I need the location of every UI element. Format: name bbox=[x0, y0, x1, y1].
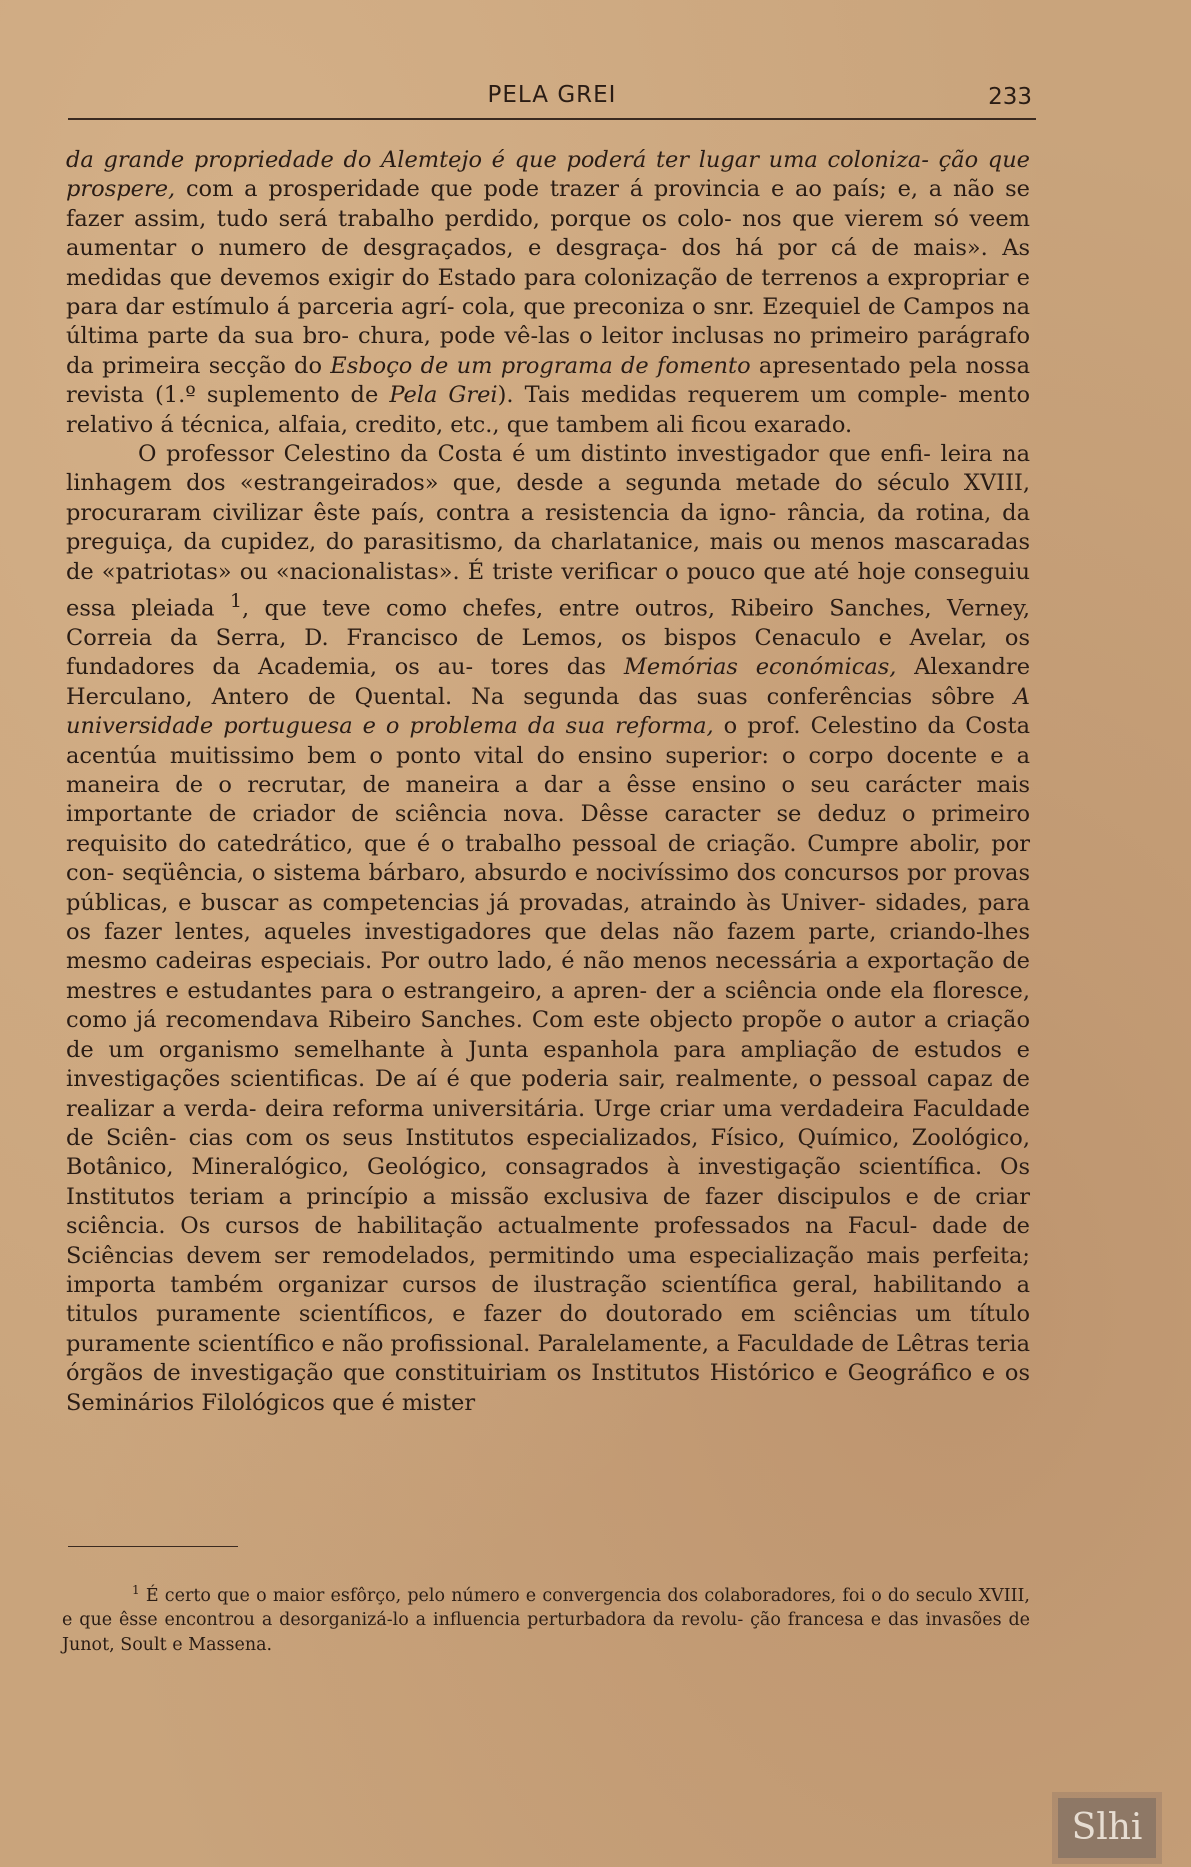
footnote-reference: 1 bbox=[230, 591, 242, 613]
library-logo: Slhi bbox=[1058, 1798, 1156, 1858]
paragraph-text: apresentado pela nossa revista (1.º suplemento de bbox=[66, 352, 1030, 409]
paragraph-text: , que teve como chefes, entre outros, Ribeiro Sanches, Verney, Correia da Serra, D. Francisco de Lemos, os bispos Cenaculo e Avelar, os fundadores da Academia, os au- tores das bbox=[66, 595, 1030, 681]
paragraph-text: com a prosperidade que pode trazer á provincia e ao país; e, a não se fazer assim, tudo será trabalho perdido, porque os colo- nos que vierem só veem aumentar o numero de desgraçados, e desgraça- dos há por cá de mais». As medidas que devemos exigir do Estado para colonização de terrenos a expropriar e para dar estímulo á parceria agrí- cola, que preconiza o snr. Ezequiel de Campos na última parte da sua bro- chura, pode vê-las o leitor inclusas no primeiro parágrafo da primeira secção do bbox=[66, 176, 1030, 379]
paragraph-text: o prof. Celestino da Costa acentúa muitissimo bem o ponto vital do ensino superior: o corpo docente e a maneira de o recrutar, de maneira a dar a êsse ensino o seu carácter mais importante de criador de sciência nova. Dêsse caracter se deduz o primeiro requisito do catedrático, que é o trabalho pessoal de criação. Cumpre abolir, por con- seqüência, o sistema bárbaro, absurdo e nocivíssimo dos concursos por provas públicas, e buscar as competencias já provadas, atraindo às Univer- sidades, para os fazer lentes, aqueles investigadores que delas não fazem parte, criando-lhes mesmo cadeiras especiais. Por outro lado, é não menos necessária a exportação de mestres e estudantes para o estrangeiro, a apren- der a sciência onde ela floresce, como já recomendava Ribeiro Sanches. Com este objecto propõe o autor a criação de um organismo semelhante à Junta espanhola para ampliação de estudos e investigações scientificas. De aí é que poderia sair, realmente, o pessoal capaz de realizar a verda- deira reforma universitária. Urge criar uma verdadeira Faculdade de Sciên- cias com os seus Institutos especializados, Físico, Químico, Zoológico, Botânico, Mineralógico, Geológico, consagrados à investigação scientífica. Os Institutos teriam a princípio a missão exclusiva de fazer discipulos e de criar sciência. Os cursos de habilitação actualmente professados na Facul- dade de Sciências devem ser remodelados, permitindo uma especialização mais perfeita; importa também organizar cursos de ilustração scientífica geral, habilitando a titulos puramente scientíficos, e fazer do doutorado em sciências um título puramente scientífico e não profissional. Paralelamente, a Faculdade de Lêtras teria órgãos de investigação que constituiriam os Institutos Histórico e Geográfico e os Seminários Filológicos que é mister bbox=[66, 713, 1030, 1416]
paragraph-text: ). Tais medidas requerem um comple- mento relativo á técnica, alfaia, credito, etc., que tambem ali ficou exarado. bbox=[66, 382, 1030, 438]
paragraph-1 bbox=[66, 146, 1030, 440]
paragraph-text: O professor Celestino da Costa é um distinto investigador que enfi- leira na linhagem dos «estrangeirados» que, desde a segunda metade do século XVIII, procuraram civilizar êste país, contra a resistencia da igno- rância, da rotina, da preguiça, da cupidez, do parasitismo, da charlatanice, mais ou menos mascaradas de «patriotas» ou «nacionalistas». É triste verificar o pouco que até hoje conseguiu essa pleiada bbox=[66, 441, 1030, 622]
footnote-text: É certo que o maior esfôrço, pelo número e convergencia dos colaboradores, foi o do seculo XVIII, e que êsse encontrou a desorganizá-lo a influencia perturbadora da revolu- ção francesa e das invasões de Junot, Soult e Massena. bbox=[62, 1585, 1030, 1655]
page-number: 233 bbox=[988, 84, 1032, 110]
italic-title: Pela Grei bbox=[389, 382, 498, 409]
body-text bbox=[66, 146, 1030, 1418]
running-title: PELA GREI bbox=[487, 82, 617, 108]
italic-phrase: da grande propriedade do Alemtejo é que poderá ter lugar uma coloniza- ção que prospere, bbox=[66, 147, 1030, 203]
italic-title: Memórias económicas, bbox=[623, 654, 897, 681]
page-header bbox=[68, 78, 1036, 120]
italic-title: Esboço de um programa de fomento bbox=[330, 352, 751, 379]
footnote-marker: 1 bbox=[132, 1583, 140, 1597]
italic-title: A universidade portuguesa e o problema da sua reforma, bbox=[66, 683, 1030, 740]
paragraph-2 bbox=[66, 440, 1030, 1418]
paragraph-text: Alexandre Herculano, Antero de Quental. Na segunda das suas conferências sôbre bbox=[66, 654, 1031, 710]
footnote bbox=[62, 1578, 1030, 1657]
footnote-divider bbox=[68, 1546, 238, 1547]
